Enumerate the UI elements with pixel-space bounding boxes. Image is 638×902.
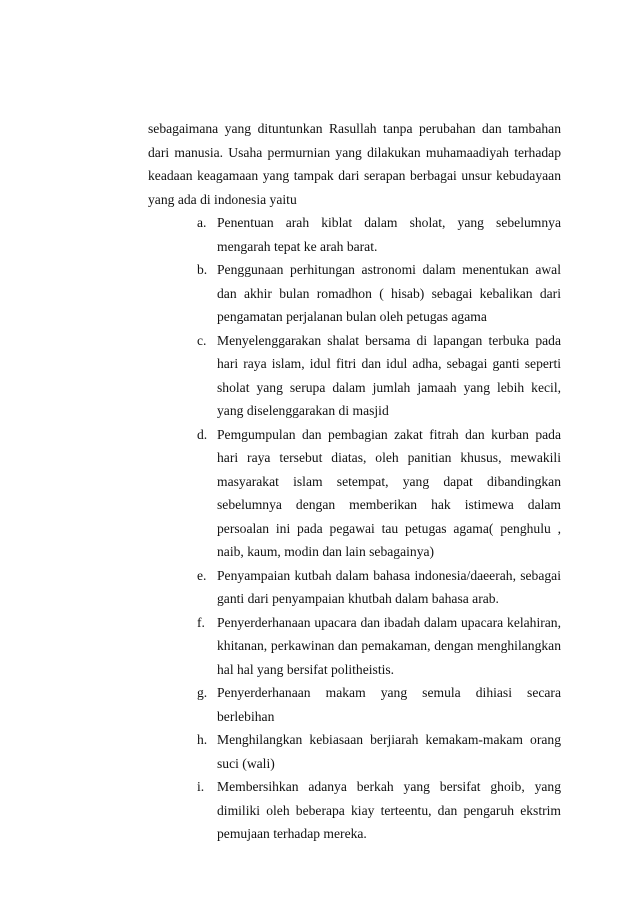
page-content (148, 117, 561, 846)
list-item-text: Menghilangkan kebiasaan berjiarah kemakam-makam orang suci (wali) (217, 732, 561, 771)
list-marker: a. (197, 215, 207, 230)
list-marker: i. (197, 779, 205, 794)
list-item-a (148, 211, 561, 258)
list-item-c (148, 329, 561, 423)
list-item-text: Penyerderhanaan upacara dan ibadah dalam upacara kelahiran, khitanan, perkawinan dan pemakaman, dengan menghilangkan hal hal yang bersifat politheistis. (217, 614, 561, 677)
list-marker: b. (197, 262, 208, 277)
list-item-text: Penggunaan perhitungan astronomi dalam menentukan awal dan akhir bulan romadhon ( hisab) sebagai kebalikan dari pengamatan perjalanan bulan oleh petugas agama (217, 262, 561, 324)
list-item-e (148, 564, 561, 611)
reform-list (148, 211, 561, 846)
list-item-text: Pemgumpulan dan pembagian zakat fitrah dan kurban pada hari raya tersebut diatas, oleh panitian khusus, mewakili masyarakat islam setempat, yang dapat dibandingkan sebelumnya dengan memberikan hak istimewa dalam persoalan ini pada pegawai tau petugas agama( penghulu , naib, kaum, modin dan lain sebagainya) (217, 426, 561, 559)
list-item-g (148, 681, 561, 728)
list-item-text: Penyerderhanaan makam yang semula dihiasi secara berlebihan (217, 685, 561, 724)
list-item-b (148, 258, 561, 329)
list-marker: c. (197, 332, 207, 348)
list-marker: f. (197, 614, 205, 630)
list-item-d (148, 423, 561, 564)
list-item-text: Penentuan arah kiblat dalam sholat, yang sebelumnya mengarah tepat ke arah barat. (217, 215, 561, 254)
list-marker: g. (197, 685, 208, 700)
intro-paragraph: sebagaimana yang dituntunkan Rasullah tanpa perubahan dan tambahan dari manusia. Usaha permurnian yang dilakukan muhamaadiyah terhadap keadaan keagamaan yang tampak dari serapan berbagai unsur kebudayaan yang ada di indonesia yaitu (148, 121, 561, 207)
list-item-i (148, 775, 561, 846)
list-item-text: Membersihkan adanya berkah yang bersifat ghoib, yang dimiliki oleh beberapa kiay terteentu, dan pengaruh ekstrim pemujaan terhadap mereka. (217, 779, 561, 841)
list-marker: d. (197, 426, 208, 442)
list-marker: e. (197, 567, 207, 583)
list-item-text: Penyampaian kutbah dalam bahasa indonesia/daeerah, sebagai ganti dari penyampaian khutbah dalam bahasa arab. (217, 567, 561, 606)
list-marker: h. (197, 732, 208, 747)
list-item-f (148, 611, 561, 682)
list-item-h (148, 728, 561, 775)
list-item-text: Menyelenggarakan shalat bersama di lapangan terbuka pada hari raya islam, idul fitri dan idul adha, sebagai ganti seperti sholat yang serupa dalam jumlah jamaah yang lebih kecil, yang diselenggarakan di masjid (217, 332, 561, 418)
